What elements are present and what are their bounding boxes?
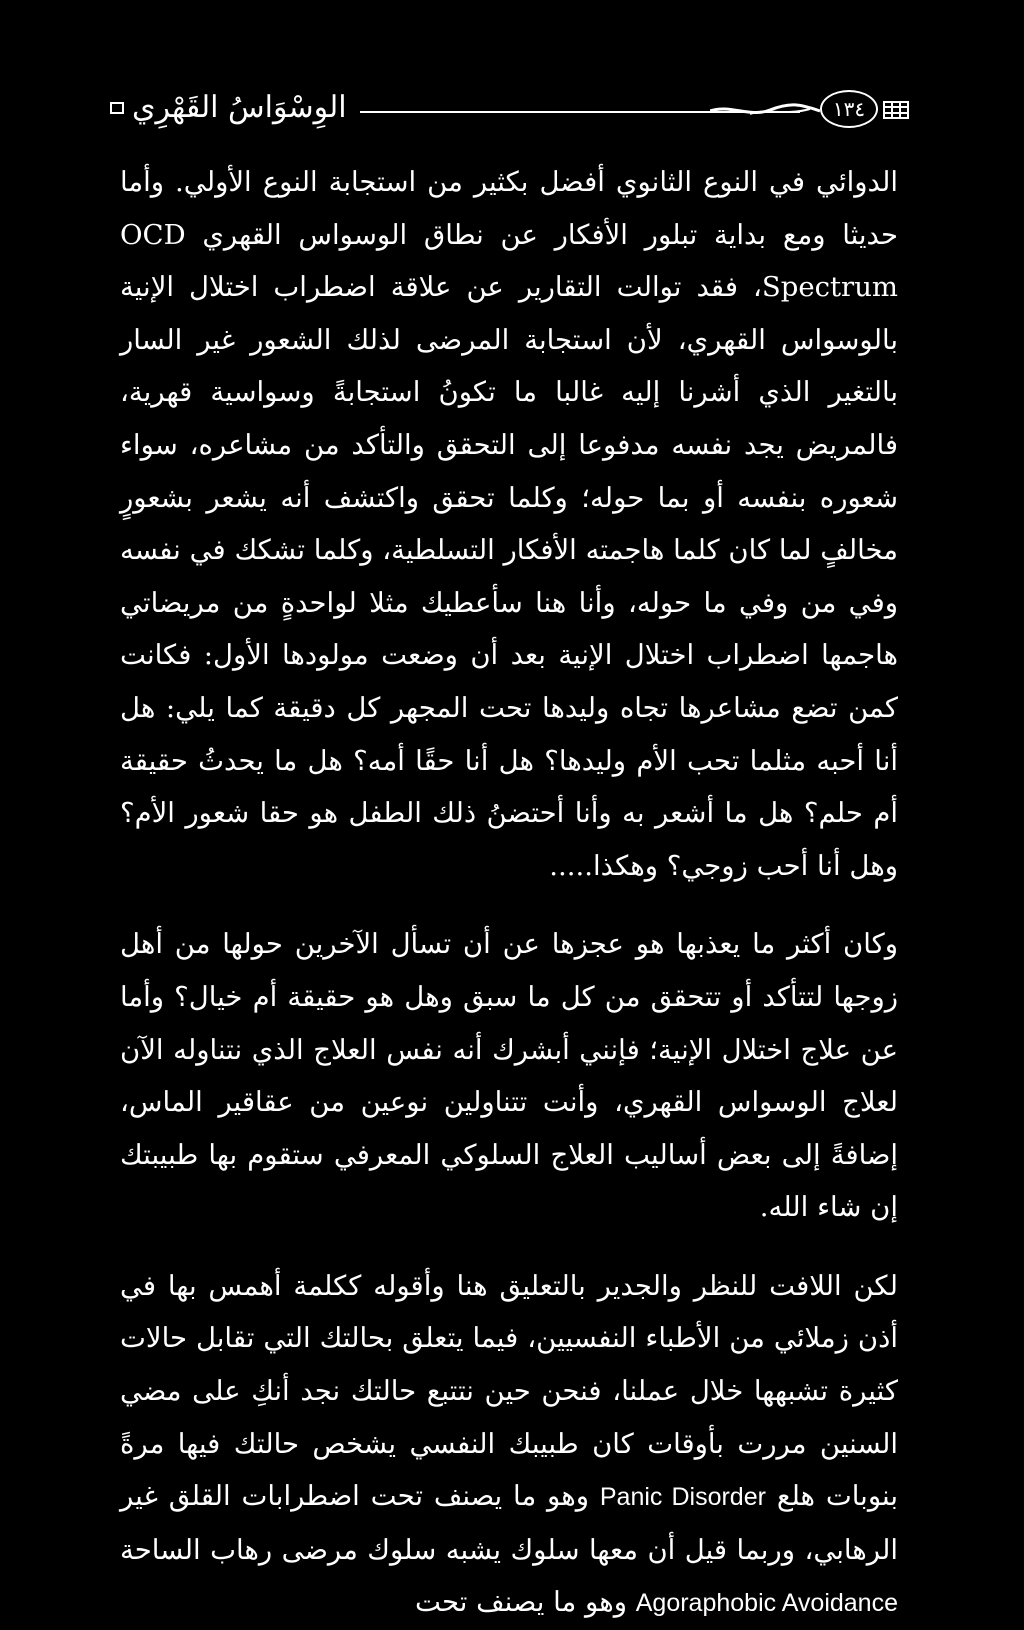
ornament-right-icon [882, 98, 910, 122]
paragraph-2: وكان أكثر ما يعذبها هو عجزها عن أن تسأل الآخرين حولها من أهل زوجها لتتأكد أو تتحقق من كل ما سبق وهل هو حقيقة أم خيال؟ وأما عن علاج اختلال الإنية؛ فإنني أبشرك أنه نفس العلاج الذي نتناوله الآن لعلاج الوسواس القهري، وأنت تتناولين نوعين من عقاقير الماس، إضافةً إلى بعض أساليب العلاج السلوكي المعرفي ستقوم بها طبيبتك إن شاء الله. [120, 928, 898, 1224]
paragraph-1: الدوائي في النوع الثانوي أفضل بكثير من استجابة النوع الأولي. وأما حديثا ومع بداية تبلور الأفكار عن نطاق الوسواس القهري OCD Spectrum، فقد توالت التقارير عن علاقة اضطراب اختلال الإنية بالوسواس القهري، لأن استجابة المرضى لذلك الشعور غير السار بالتغير الذي أشرنا إليه غالبا ما تكونُ استجابةً وسواسية قهرية، فالمريض يجد نفسه مدفوعا إلى التحقق والتأكد من مشاعره، سواء شعوره بنفسه أو بما حوله؛ وكلما تحقق واكتشف أنه يشعر بشعورٍ مخالفٍ لما كان كلما هاجمته الأفكار التسلطية، وكلما تشكك في نفسه وفي من وفي ما حوله، وأنا هنا سأعطيك مثلا لواحدةٍ من مريضاتي هاجمها اضطراب اختلال الإنية بعد أن وضعت مولودها الأول: فكانت كمن تضع مشاعرها تجاه وليدها تحت المجهر كل دقيقة كما يلي: هل أنا أحبه مثلما تحب الأم وليدها؟ هل أنا حقًا أمه؟ هل ما يحدثُ حقيقة أم حلم؟ هل ما أشعر به وأنا أحتضنُ ذلك الطفل هو حقا شعور الأم؟ وهل أنا أحب زوجي؟ وهكذا..... [120, 166, 898, 882]
term-agoraphobic-avoidance: Agoraphobic Avoidance [635, 1589, 898, 1618]
running-title: الوِسْوَاسُ القَهْرِي [132, 90, 347, 125]
paragraph-3 [120, 1260, 898, 1630]
term-panic-disorder: Panic Disorder [599, 1483, 766, 1512]
flourish-icon [710, 100, 820, 120]
ornament-left-icon [110, 102, 124, 114]
paragraph-3-text-c: وهو ما يصنف تحت [415, 1586, 627, 1619]
page-header [110, 84, 910, 134]
page-number: ١٣٤ [820, 90, 878, 128]
paragraph-3-text-a: لكن اللافت للنظر والجدير بالتعليق هنا وأقوله ككلمة أهمس بها في أذن زملائي من الأطباء النفسيين، فيما يتعلق بحالتك التي تقابل حالات كثيرة تشبهها خلال عملنا، فنحن حين نتتبع حالتك نجد أنكِ على مضي السنين مررت بأوقات كان طبيبك النفسي يشخص حالتك فيها مرةً بنوبات هلع [120, 1269, 898, 1513]
body-text [120, 156, 898, 1630]
paragraph-3-text-b: وهو ما يصنف تحت اضطرابات القلق غير الرهابي، وربما قيل أن معها سلوك يشبه سلوك مرضى رهاب الساحة [120, 1480, 898, 1566]
